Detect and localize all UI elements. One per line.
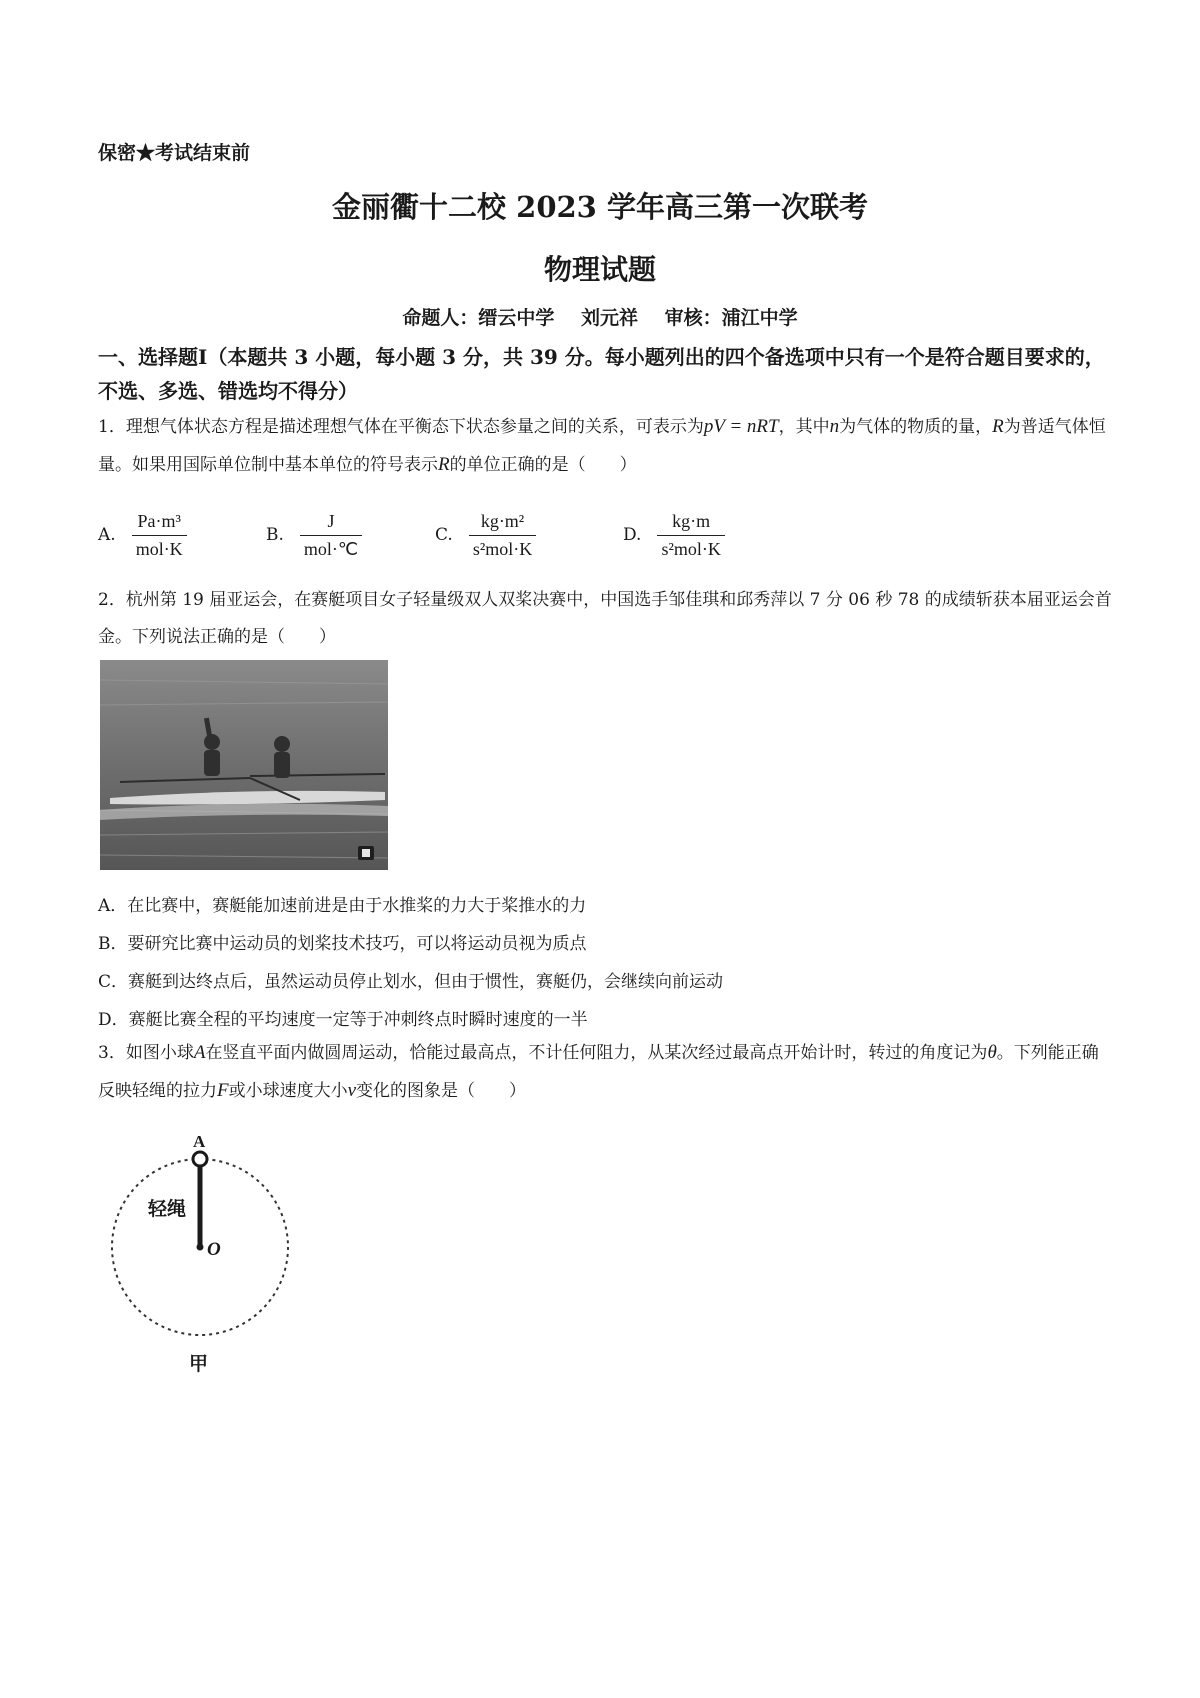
- question-3-text: 3．如图小球A在竖直平面内做圆周运动，恰能过最高点，不计任何阻力，从某次经过最高点开始计时，转过的角度记为θ。下列能正确反映轻绳的拉力F或小球速度大小v变化的图象是（ ）: [98, 1042, 1099, 1101]
- option-a[interactable]: A. $\frac{\text{Pa·m³}}{\text{mol·K}}$: [98, 505, 187, 565]
- center-point-o: [197, 1244, 204, 1251]
- subject-title: 物理试题: [543, 253, 656, 286]
- choice-a[interactable]: A．在比赛中，赛艇能加速前进是由于水推桨的力大于桨推水的力: [98, 896, 587, 916]
- label-rope: 轻绳: [148, 1198, 187, 1220]
- label-a: A: [193, 1132, 206, 1151]
- rowing-photo: [100, 660, 388, 870]
- fraction: $\frac{J}{\text{mol·℃}}$: [300, 511, 362, 560]
- question-2-text: 2．杭州第 19 届亚运会，在赛艇项目女子轻量级双人双桨决赛中，中国选手邹佳琪和邱秀萍以 7 分 06 秒 78 的成绩斩获本届亚运会首金。下列说法正确的是（ ）: [98, 590, 1112, 647]
- option-c[interactable]: C. $\frac{\text{kg·m²}}{\text{s²mol·K}}$: [435, 505, 536, 565]
- circle-motion-diagram: [105, 1125, 305, 1385]
- option-d[interactable]: D. $\frac{kg\cdot m}{\text{s²mol·K}}$: [623, 505, 725, 565]
- choice-b[interactable]: B．要研究比赛中运动员的划桨技术技巧，可以将运动员视为质点: [98, 934, 587, 954]
- choice-c[interactable]: C．赛艇到达终点后，虽然运动员停止划水，但由于惯性，赛艇仍，会继续向前运动: [98, 972, 724, 992]
- authors-line: [0, 303, 1200, 330]
- label-o: O: [207, 1239, 221, 1260]
- section-heading: 一、选择题Ⅰ（本题共 3 小题，每小题 3 分，共 39 分。每小题列出的四个备选项中只有一个是符合题目要求的，不选、多选、错选均不得分）: [98, 345, 1105, 403]
- setter-name: 刘元祥: [580, 307, 638, 329]
- choice-d[interactable]: D．赛艇比赛全程的平均速度一定等于冲刺终点时瞬时速度的一半: [98, 1010, 588, 1030]
- question-1-text: 1．理想气体状态方程是描述理想气体在平衡态下状态参量之间的关系，可表示为pV = nRT，其中n为气体的物质的量，R为普适气体恒量。如果用国际单位制中基本单位的符号表示R的单位正确的是（ ）: [98, 416, 1106, 475]
- question-1-options: [98, 505, 838, 565]
- confidential-label: 保密★考试结束前: [98, 142, 251, 164]
- option-b[interactable]: B. $\frac{J}{\text{mol·℃}}$: [266, 505, 362, 565]
- exam-title: 金丽衢十二校 2023 学年高三第一次联考: [332, 190, 868, 224]
- fraction: $\frac{\text{Pa·m³}}{\text{mol·K}}$: [132, 511, 187, 560]
- ball-a: [193, 1152, 207, 1166]
- reviewer: 审核：浦江中学: [664, 307, 798, 329]
- fraction: $\frac{\text{kg·m²}}{\text{s²mol·K}}$: [469, 511, 536, 560]
- fraction: $\frac{kg\cdot m}{\text{s²mol·K}}$: [657, 511, 724, 560]
- formula: pV = nRT: [703, 416, 779, 437]
- setter: 命题人：缙云中学: [402, 307, 555, 329]
- figure-caption: 甲: [189, 1353, 209, 1375]
